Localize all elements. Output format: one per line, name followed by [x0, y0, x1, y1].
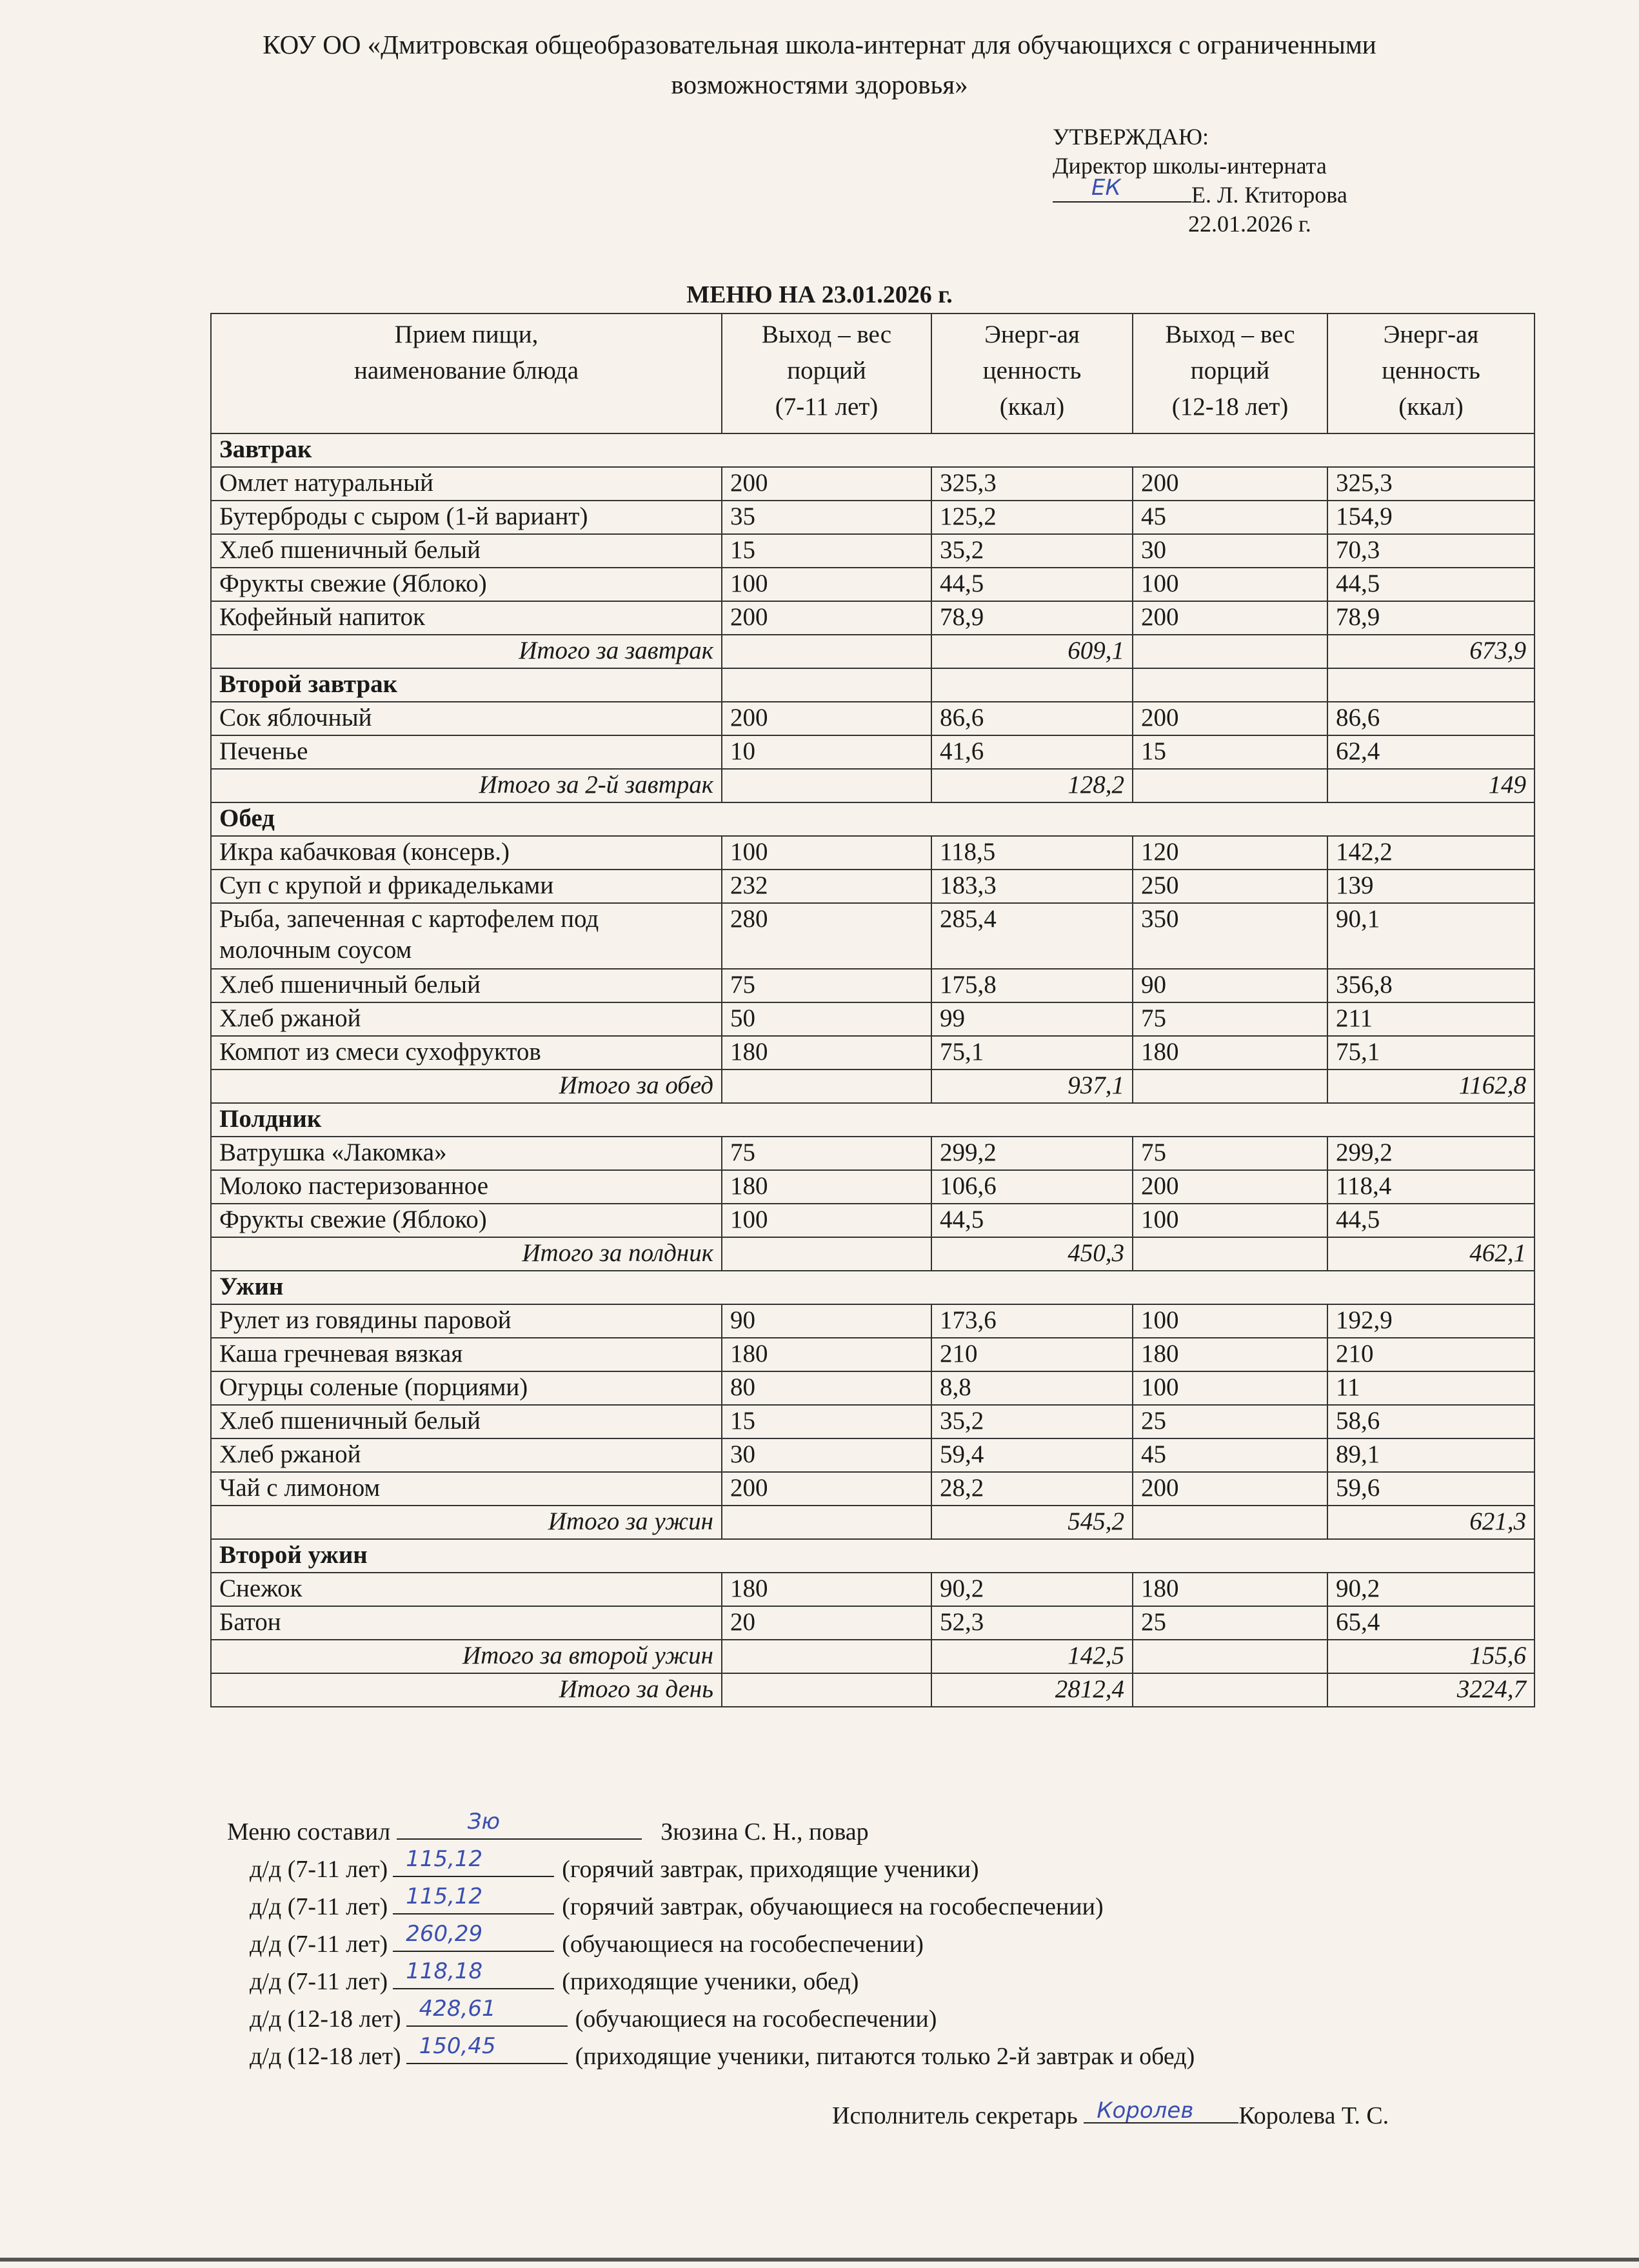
- day-total-kcal-711: 2812,4: [931, 1673, 1133, 1707]
- compiled-signature: Зю: [467, 1809, 501, 1835]
- kcal-1218: 90,1: [1327, 903, 1535, 969]
- kcal-1218: 118,4: [1327, 1170, 1535, 1204]
- table-row: [211, 903, 1535, 969]
- section-name: Полдник: [211, 1103, 1535, 1137]
- kcal-1218: 58,6: [1327, 1405, 1535, 1438]
- dish-name: Икра кабачковая (консерв.): [211, 836, 722, 870]
- out-1218: 250: [1133, 870, 1327, 903]
- total-kcal-711: 450,3: [931, 1237, 1133, 1271]
- table-row: [211, 1606, 1535, 1640]
- total-row: [211, 635, 1535, 668]
- table-row: [211, 1137, 1535, 1170]
- out-1218: 45: [1133, 1438, 1327, 1472]
- dish-name: Огурцы соленые (порциями): [211, 1371, 722, 1405]
- kcal-1218: 154,9: [1327, 501, 1535, 534]
- table-row: [211, 1405, 1535, 1438]
- kcal-1218: 211: [1327, 1002, 1535, 1036]
- out-1218: 90: [1133, 969, 1327, 1002]
- kcal-711: 41,6: [931, 735, 1133, 769]
- dish-name: Рыба, запеченная с картофелем под молочным соусом: [211, 903, 722, 969]
- out-711: 75: [722, 969, 931, 1002]
- kcal-1218: 44,5: [1327, 1204, 1535, 1237]
- table-row: [211, 534, 1535, 568]
- kcal-711: 78,9: [931, 601, 1133, 635]
- out-1218: 100: [1133, 1304, 1327, 1338]
- empty-cell: [722, 769, 931, 802]
- age-group-label: д/д (7-11 лет): [250, 1931, 388, 1958]
- kcal-1218: 44,5: [1327, 568, 1535, 601]
- total-row: [211, 769, 1535, 802]
- empty-cell: [722, 668, 931, 702]
- empty-cell: [722, 1640, 931, 1673]
- out-1218: 200: [1133, 1472, 1327, 1506]
- out-1218: 25: [1133, 1606, 1327, 1640]
- out-1218: 75: [1133, 1137, 1327, 1170]
- table-row: [211, 501, 1535, 534]
- empty-cell: [722, 1506, 931, 1539]
- out-711: 180: [722, 1036, 931, 1069]
- kcal-1218: 86,6: [1327, 702, 1535, 735]
- cost-blank: [393, 1921, 554, 1952]
- total-row: [211, 1237, 1535, 1271]
- out-1218: 200: [1133, 1170, 1327, 1204]
- total-label: Итого за завтрак: [211, 635, 722, 668]
- section-name: Завтрак: [211, 433, 1535, 467]
- out-1218: 200: [1133, 702, 1327, 735]
- empty-cell: [1133, 635, 1327, 668]
- dish-name: Компот из смеси сухофруктов: [211, 1036, 722, 1069]
- empty-cell: [1133, 1237, 1327, 1271]
- kcal-1218: 325,3: [1327, 467, 1535, 501]
- kcal-1218: 70,3: [1327, 534, 1535, 568]
- compiled-label: Меню составил: [227, 1818, 391, 1845]
- menu-body: [211, 433, 1535, 1707]
- out-1218: 200: [1133, 467, 1327, 501]
- dish-name: Омлет натуральный: [211, 467, 722, 501]
- daily-cost-line: [227, 1884, 1195, 1925]
- section-name: Обед: [211, 802, 1535, 836]
- out-711: 180: [722, 1170, 931, 1204]
- dish-name: Хлеб пшеничный белый: [211, 534, 722, 568]
- dish-name: Кофейный напиток: [211, 601, 722, 635]
- kcal-711: 325,3: [931, 467, 1133, 501]
- out-1218: 350: [1133, 903, 1327, 969]
- dish-name: Хлеб ржаной: [211, 1438, 722, 1472]
- total-row: [211, 1640, 1535, 1673]
- day-total-label: Итого за день: [211, 1673, 722, 1707]
- kcal-711: 118,5: [931, 836, 1133, 870]
- total-label: Итого за полдник: [211, 1237, 722, 1271]
- out-711: 15: [722, 1405, 931, 1438]
- kcal-1218: 89,1: [1327, 1438, 1535, 1472]
- total-row: [211, 1506, 1535, 1539]
- kcal-711: 99: [931, 1002, 1133, 1036]
- cost-blank: [406, 2033, 568, 2064]
- out-1218: 15: [1133, 735, 1327, 769]
- dish-name: Бутерброды с сыром (1-й вариант): [211, 501, 722, 534]
- out-711: 15: [722, 534, 931, 568]
- dish-name: Печенье: [211, 735, 722, 769]
- section-name: Второй ужин: [211, 1539, 1535, 1573]
- kcal-711: 183,3: [931, 870, 1133, 903]
- total-kcal-1218: 462,1: [1327, 1237, 1535, 1271]
- empty-cell: [722, 1673, 931, 1707]
- out-1218: 100: [1133, 568, 1327, 601]
- kcal-711: 299,2: [931, 1137, 1133, 1170]
- cost-description: (горячий завтрак, обучающиеся на гособеспечении): [562, 1893, 1104, 1920]
- kcal-1218: 356,8: [1327, 969, 1535, 1002]
- cost-description: (обучающиеся на гособеспечении): [562, 1931, 924, 1958]
- handwritten-cost: 118,18: [406, 1958, 483, 1984]
- out-1218: 180: [1133, 1036, 1327, 1069]
- dish-name: Фрукты свежие (Яблоко): [211, 568, 722, 601]
- empty-cell: [1133, 668, 1327, 702]
- kcal-1218: 75,1: [1327, 1036, 1535, 1069]
- table-row: [211, 1438, 1535, 1472]
- dish-name: Сок яблочный: [211, 702, 722, 735]
- total-kcal-1218: 673,9: [1327, 635, 1535, 668]
- handwritten-cost: 115,12: [406, 1884, 483, 1909]
- table-row: [211, 870, 1535, 903]
- kcal-711: 173,6: [931, 1304, 1133, 1338]
- out-1218: 180: [1133, 1338, 1327, 1371]
- out-1218: 180: [1133, 1573, 1327, 1606]
- daily-cost-line: [227, 1846, 1195, 1887]
- out-711: 100: [722, 1204, 931, 1237]
- table-row: [211, 1573, 1535, 1606]
- approval-date: 22.01.2026 г.: [1188, 211, 1311, 237]
- dish-name: Хлеб ржаной: [211, 1002, 722, 1036]
- table-header-row: [211, 313, 1535, 433]
- empty-cell: [722, 1069, 931, 1103]
- table-row: [211, 1338, 1535, 1371]
- table-row: [211, 1371, 1535, 1405]
- kcal-1218: 90,2: [1327, 1573, 1535, 1606]
- empty-cell: [1133, 1640, 1327, 1673]
- cost-blank: [406, 1996, 568, 2027]
- section-row: [211, 1271, 1535, 1304]
- out-711: 10: [722, 735, 931, 769]
- table-row: [211, 1170, 1535, 1204]
- handwritten-cost: 260,29: [406, 1921, 483, 1947]
- document-header: [0, 25, 1639, 104]
- cost-description: (горячий завтрак, приходящие ученики): [562, 1856, 979, 1883]
- table-row: [211, 1002, 1535, 1036]
- daily-cost-line: [227, 2033, 1195, 2074]
- kcal-1218: 65,4: [1327, 1606, 1535, 1640]
- out-711: 200: [722, 467, 931, 501]
- age-group-label: д/д (7-11 лет): [250, 1893, 388, 1920]
- scan-edge-line: [0, 2258, 1639, 2262]
- approval-signature-line: [1053, 175, 1347, 210]
- dish-name: Хлеб пшеничный белый: [211, 1405, 722, 1438]
- kcal-1218: 78,9: [1327, 601, 1535, 635]
- out-711: 200: [722, 1472, 931, 1506]
- dish-name: Батон: [211, 1606, 722, 1640]
- empty-cell: [1327, 668, 1535, 702]
- kcal-711: 8,8: [931, 1371, 1133, 1405]
- out-711: 200: [722, 601, 931, 635]
- out-1218: 45: [1133, 501, 1327, 534]
- total-kcal-1218: 621,3: [1327, 1506, 1535, 1539]
- menu-table: [210, 313, 1535, 1707]
- section-row: [211, 1539, 1535, 1573]
- kcal-1218: 62,4: [1327, 735, 1535, 769]
- out-711: 180: [722, 1338, 931, 1371]
- kcal-1218: 11: [1327, 1371, 1535, 1405]
- executor-line: [832, 2096, 1389, 2130]
- empty-cell: [1133, 769, 1327, 802]
- handwritten-cost: 150,45: [419, 2033, 496, 2059]
- out-711: 100: [722, 836, 931, 870]
- executor-signature: Королев: [1097, 2098, 1194, 2124]
- table-row: [211, 568, 1535, 601]
- org-name-line1: КОУ ОО «Дмитровская общеобразовательная школа-интернат для обучающихся с ограниченными: [263, 30, 1376, 59]
- total-kcal-1218: 149: [1327, 769, 1535, 802]
- table-row: [211, 969, 1535, 1002]
- dish-name: Чай с лимоном: [211, 1472, 722, 1506]
- kcal-711: 59,4: [931, 1438, 1133, 1472]
- kcal-711: 44,5: [931, 568, 1133, 601]
- out-711: 80: [722, 1371, 931, 1405]
- kcal-711: 35,2: [931, 1405, 1133, 1438]
- kcal-1218: 192,9: [1327, 1304, 1535, 1338]
- dish-name: Хлеб пшеничный белый: [211, 969, 722, 1002]
- director-signature: ЕК: [1091, 175, 1121, 201]
- table-row: [211, 1304, 1535, 1338]
- out-711: 30: [722, 1438, 931, 1472]
- kcal-711: 44,5: [931, 1204, 1133, 1237]
- kcal-711: 90,2: [931, 1573, 1133, 1606]
- menu-title: МЕНЮ НА 23.01.2026 г.: [686, 281, 953, 308]
- out-1218: 30: [1133, 534, 1327, 568]
- out-711: 232: [722, 870, 931, 903]
- out-711: 200: [722, 702, 931, 735]
- table-row: [211, 702, 1535, 735]
- kcal-711: 35,2: [931, 534, 1133, 568]
- kcal-711: 28,2: [931, 1472, 1133, 1506]
- dish-name: Суп с крупой и фрикадельками: [211, 870, 722, 903]
- out-1218: 25: [1133, 1405, 1327, 1438]
- kcal-711: 285,4: [931, 903, 1133, 969]
- section-row: [211, 802, 1535, 836]
- kcal-1218: 139: [1327, 870, 1535, 903]
- executor-label: Исполнитель секретарь: [832, 2102, 1078, 2129]
- dish-name: Снежок: [211, 1573, 722, 1606]
- dish-name: Ватрушка «Лакомка»: [211, 1137, 722, 1170]
- total-kcal-711: 128,2: [931, 769, 1133, 802]
- cost-blank: [393, 1884, 554, 1915]
- kcal-711: 75,1: [931, 1036, 1133, 1069]
- table-row: [211, 836, 1535, 870]
- cost-blank: [393, 1958, 554, 1989]
- empty-cell: [931, 668, 1133, 702]
- table-row: [211, 735, 1535, 769]
- out-711: 180: [722, 1573, 931, 1606]
- table-row: [211, 467, 1535, 501]
- handwritten-cost: 428,61: [419, 1996, 496, 2022]
- section-name: Ужин: [211, 1271, 1535, 1304]
- out-711: 20: [722, 1606, 931, 1640]
- out-1218: 75: [1133, 1002, 1327, 1036]
- kcal-1218: 210: [1327, 1338, 1535, 1371]
- col-kcal-1218-header: Энерг-ая ценность (ккал): [1327, 313, 1535, 433]
- age-group-label: д/д (12-18 лет): [250, 2005, 401, 2033]
- empty-cell: [722, 1237, 931, 1271]
- empty-cell: [1133, 1673, 1327, 1707]
- total-label: Итого за 2-й завтрак: [211, 769, 722, 802]
- col-dish-header: Прием пищи, наименование блюда: [211, 313, 722, 433]
- empty-cell: [1133, 1069, 1327, 1103]
- kcal-1218: 299,2: [1327, 1137, 1535, 1170]
- total-kcal-711: 937,1: [931, 1069, 1133, 1103]
- out-711: 75: [722, 1137, 931, 1170]
- kcal-711: 125,2: [931, 501, 1133, 534]
- day-total-kcal-1218: 3224,7: [1327, 1673, 1535, 1707]
- kcal-711: 52,3: [931, 1606, 1133, 1640]
- kcal-1218: 59,6: [1327, 1472, 1535, 1506]
- handwritten-cost: 115,12: [406, 1846, 483, 1872]
- section-name: Второй завтрак: [211, 668, 722, 702]
- footer-block: [227, 1809, 1195, 2074]
- empty-cell: [1133, 1506, 1327, 1539]
- footer-lines: [227, 1846, 1195, 2074]
- executor-name: Королева Т. С.: [1238, 2102, 1389, 2129]
- dish-name: Молоко пастеризованное: [211, 1170, 722, 1204]
- total-row: [211, 1069, 1535, 1103]
- age-group-label: д/д (12-18 лет): [250, 2043, 401, 2070]
- section-row: [211, 668, 1535, 702]
- cost-blank: [393, 1846, 554, 1877]
- out-711: 280: [722, 903, 931, 969]
- age-group-label: д/д (7-11 лет): [250, 1856, 388, 1883]
- total-kcal-711: 609,1: [931, 635, 1133, 668]
- kcal-711: 210: [931, 1338, 1133, 1371]
- kcal-711: 175,8: [931, 969, 1133, 1002]
- director-name: Е. Л. Ктиторова: [1191, 182, 1347, 208]
- dish-name: Фрукты свежие (Яблоко): [211, 1204, 722, 1237]
- total-kcal-711: 142,5: [931, 1640, 1133, 1673]
- daily-cost-line: [227, 1921, 1195, 1962]
- table-row: [211, 1204, 1535, 1237]
- cost-description: (приходящие ученики, питаются только 2-й завтрак и обед): [575, 2043, 1195, 2070]
- total-kcal-711: 545,2: [931, 1506, 1133, 1539]
- total-kcal-1218: 155,6: [1327, 1640, 1535, 1673]
- approval-title: УТВЕРЖДАЮ:: [1053, 124, 1209, 150]
- empty-cell: [722, 635, 931, 668]
- compiled-name: Зюзина С. Н., повар: [661, 1818, 869, 1845]
- col-kcal-711-header: Энерг-ая ценность (ккал): [931, 313, 1133, 433]
- section-row: [211, 433, 1535, 467]
- age-group-label: д/д (7-11 лет): [250, 1968, 388, 1995]
- cost-description: (обучающиеся на гособеспечении): [575, 2005, 937, 2033]
- section-row: [211, 1103, 1535, 1137]
- day-total-row: [211, 1673, 1535, 1707]
- approval-position: Директор школы-интерната: [1053, 153, 1327, 179]
- table-row: [211, 601, 1535, 635]
- out-711: 100: [722, 568, 931, 601]
- out-711: 35: [722, 501, 931, 534]
- total-label: Итого за обед: [211, 1069, 722, 1103]
- table-row: [211, 1472, 1535, 1506]
- out-1218: 200: [1133, 601, 1327, 635]
- col-out-711-header: Выход – вес порций (7-11 лет): [722, 313, 931, 433]
- table-row: [211, 1036, 1535, 1069]
- out-1218: 100: [1133, 1371, 1327, 1405]
- kcal-711: 86,6: [931, 702, 1133, 735]
- kcal-1218: 142,2: [1327, 836, 1535, 870]
- daily-cost-line: [227, 1996, 1195, 2037]
- compiled-by-line: [227, 1809, 1195, 1850]
- out-1218: 100: [1133, 1204, 1327, 1237]
- out-1218: 120: [1133, 836, 1327, 870]
- dish-name: Рулет из говядины паровой: [211, 1304, 722, 1338]
- dish-name: Каша гречневая вязкая: [211, 1338, 722, 1371]
- org-name-line2: возможностями здоровья»: [671, 70, 968, 99]
- total-label: Итого за ужин: [211, 1506, 722, 1539]
- col-out-1218-header: Выход – вес порций (12-18 лет): [1133, 313, 1327, 433]
- daily-cost-line: [227, 1958, 1195, 2000]
- total-label: Итого за второй ужин: [211, 1640, 722, 1673]
- out-711: 90: [722, 1304, 931, 1338]
- out-711: 50: [722, 1002, 931, 1036]
- kcal-711: 106,6: [931, 1170, 1133, 1204]
- approval-block: [1053, 123, 1347, 239]
- total-kcal-1218: 1162,8: [1327, 1069, 1535, 1103]
- cost-description: (приходящие ученики, обед): [562, 1968, 859, 1995]
